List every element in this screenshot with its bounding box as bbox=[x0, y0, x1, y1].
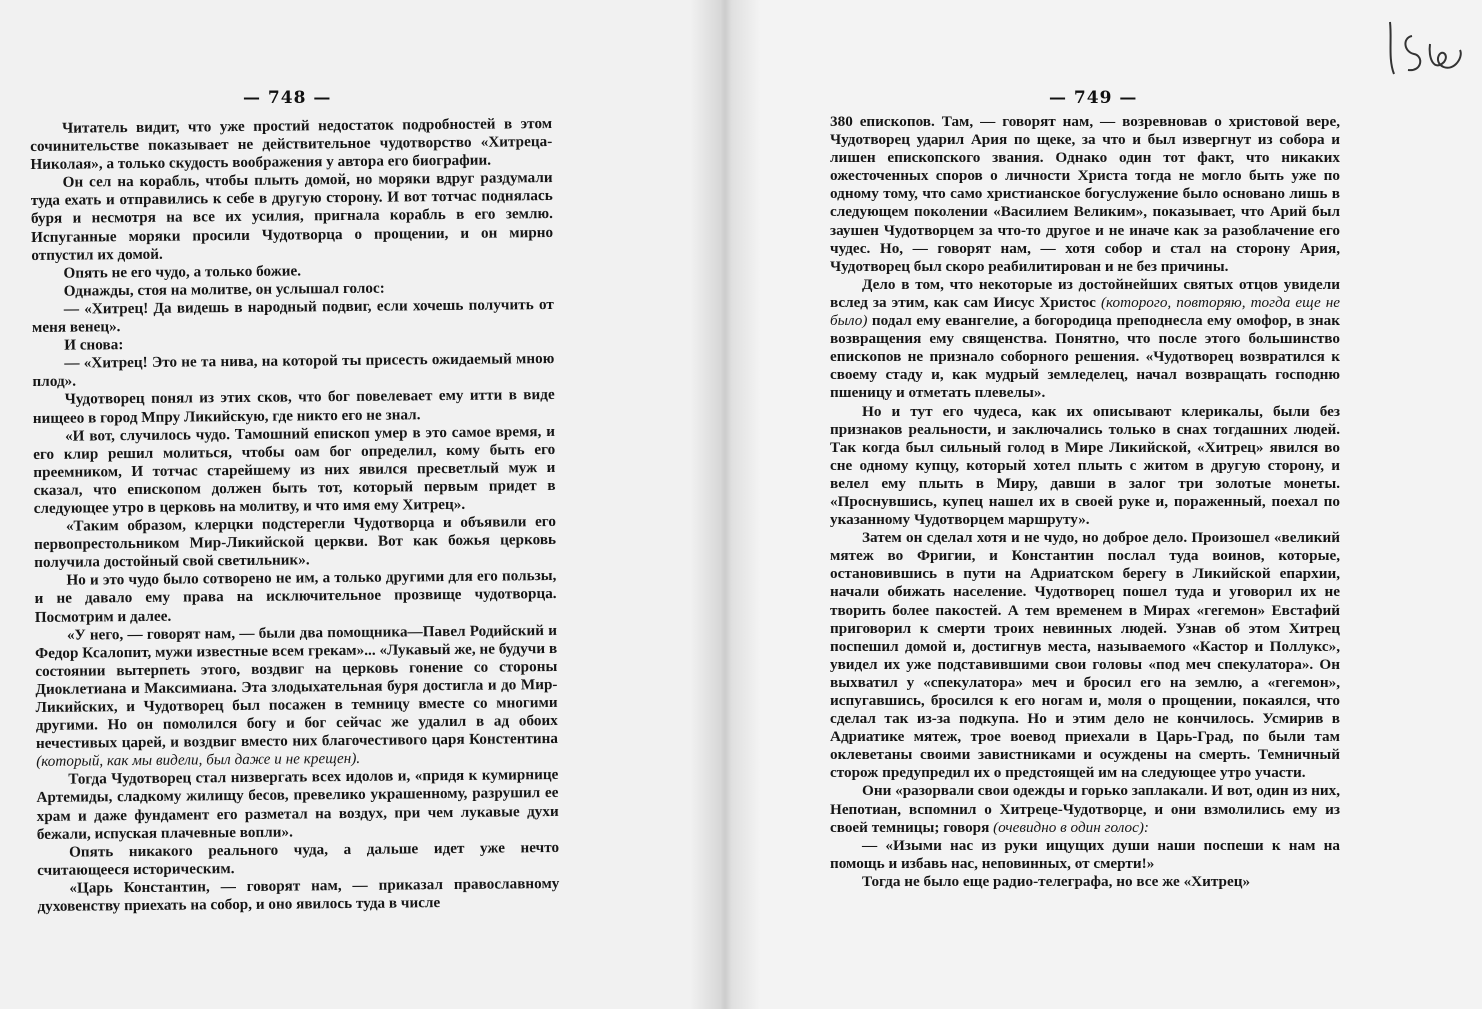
italic-remark: (который, как мы видели, был даже и не крещен). bbox=[36, 750, 361, 771]
paragraph: Но и тут его чудеса, как их описывают клерикалы, были без признаков реальности, и заключались только в снах тогдашних людей. Так когда был сильный голод в Мире Ликийской, «Хитрец» явился во сне одному купцу, который хотел плыть с житом в другую сторону, и велел ему плыть в Миру, давши в залог три золотые монеты. «Проснувшись, купец нашел их в своей руке и, пораженный, поехал по указанному Чудотворцем маршруту». bbox=[830, 402, 1340, 529]
paragraph: Но и это чудо было сотворено не им, а только другими для его пользы, и не давало ему права на исключительное прозвище чудотворца. Посмотрим и далее. bbox=[34, 567, 557, 626]
paragraph: И снова: bbox=[64, 336, 124, 354]
paragraph-text: Дело в том, что некоторые из достойнейших святых отцов увидели вслед за этим, как сам Иисус Христос bbox=[830, 275, 1340, 311]
paragraph-text: подал ему евангелие, а богородица преподнесла ему омофор, в знак возвращения ему священства. Понятно, что после этого большинство епископов не признало соборного решения. «Чудотворец возвратился к своему стаду и, как мудрый земледелец, начал возвращать господню пшеницу и отметать плевелы». bbox=[830, 312, 1340, 402]
paragraph: Читатель видит, что уже простий недостаток подробностей в этом сочинительстве показывает не действительное чудотворство «Хитреца-Николая», а только скудость воображения у автора его биографии. bbox=[30, 114, 553, 174]
paragraph: «Царь Константин, — говорят нам, — приказал православному духовенству приехать на собор, и оно явилось туда в числе bbox=[37, 874, 560, 915]
paragraph bbox=[830, 782, 1340, 836]
paragraph: Тогда не было еще радио-телеграфа, но все же «Хитрец» bbox=[862, 872, 1251, 890]
book-gutter bbox=[690, 0, 760, 1009]
paragraph: 380 епископов. Там, — говорят нам, — возревновав о христовой вере, Чудотворец ударил Ария по щеке, за что и был извергнут из собора и лишен епископского звания. Однако один тот факт, что никаких ожесточенных споров о личности Христа тогда не могло быть уже по одному тому, что само христианское богуслужение было основано лишь в следующем поколении «Василием Великим», показывает, что Арий был заушен Чудотворцем за что-то другое и не иначе как за разоблачение его чудес. Но, — говорят нам, — хотя собор и стал на сторону Ария, Чудотворец был скоро реабилитирован и не без причины. bbox=[830, 113, 1340, 275]
paragraph: Опять не его чудо, а только божие. bbox=[63, 262, 302, 282]
paragraph: — «Хитрец! Да видешь в народный подвиг, если хочешь получить от меня венец». bbox=[31, 295, 554, 337]
paragraph: «И вот, случилось чудо. Тамошний епископ умер в это самое время, и его клир решил молиться, чтобы оам бог определил, кому быть его преемником, И тотчас старейшему из них явился пресветлый муж и сказал, что епископом должен быть тот, который первым придет в следующее утро в церковь на молитву, и что имя ему Хитрец». bbox=[33, 422, 556, 517]
left-page-text bbox=[30, 115, 560, 916]
paragraph: Тогда Чудотворец стал низвергать всех идолов и, «придя к кумирнице Артемиды, сладкому жилищу бесов, превелико украшенному, разрушил ее храм и даже фундамент его разметал на воздух, при чем лукавые духи бежали, испуская плачевные вопли». bbox=[36, 766, 559, 843]
paragraph: Опять никакого реального чуда, а дальше идет уже нечто считающееся историческим. bbox=[37, 838, 560, 879]
paragraph-text: «У него, — говорят нам, — были два помощника—Павел Родийский и Федор Ксалопит, мужи известные всем грекам»... «Лукавый же, не будучи в состоянии вытерпеть этого, воздвиг на церковь гонение со стороны Диоклетиана и Максимиана. Эта злодыхательная буря достигла и до Мир-Ликийских, и Чудотворец был посажен в темницу вместе со многими другими. Но он помолился богу и бог сейчас же удалил в ад обоих нечестивых царей, и воздвиг вместо них благочестивого царя Констентина bbox=[35, 621, 559, 753]
left-page bbox=[0, 0, 720, 1009]
handwritten-mark-icon bbox=[1382, 14, 1467, 84]
paragraph: «Таким образом, клерцки подстерегли Чудотворца и объявили его первопрестольником Мир-Ликийской церкви. Вот как божья церковь получила достойный свой светильник». bbox=[33, 513, 557, 572]
paragraph bbox=[830, 276, 1340, 403]
paragraph: Затем он сделал хотя и не чудо, но доброе дело. Произошел «великий мятеж во Фригии, и Константин послал туда воинов, которые, остановившись в пути на Адриатском берегу в Ликийской епархии, начали обижать население. Чудотворец пошел туда и уговорил их не творить более пакостей. А тем временем в Мирах «гегемон» Евстафий приговорил к смерти троих невинных людей. Узнав об этом Хитрец поспешил домой и, достигнув места, называемого «Кастор и Поллукс», увидел их уже подставившими свои головы «под меч спекулатора». Он выхватил у «спекулатора» меч и бросил его на землю, а «гегемон», испугавшись, бросился к его ногам и, моля о прощении, покаялся, что сделал так из-за подкупа. Но и этим дело не кончилось. Усмирив в Адриатике мятеж, трое воевод приехали в Царь-Град, по были там оклеветаны своими завистниками и осуждены на смерть. Темничный сторож предупредил их о предстоящей им на следующее утро участи. bbox=[830, 529, 1340, 782]
paragraph: Он сел на корабль, чтобы плыть домой, но моряки вдруг раздумали туда ехать и отправились к себе в другую сторону. И вот тотчас поднялась буря и несмотря на все их усилия, пригнала корабль в его землю. Испуганные моряки просили Чудотворца о прощении, и он мирно отпустил их домой. bbox=[30, 169, 554, 264]
paragraph: Чудотворец понял из этих сков, что бог повелевает ему итти в виде нищеео в город Мпру Ликийскую, где никто его не знал. bbox=[32, 386, 555, 427]
paragraph-text: Они «разорвали свои одежды и горько заплакали. И вот, один из них, Непотиан, вспомнил о Хитреце-Чудотворце, и они взмолились ему из своей темницы; говоря bbox=[830, 782, 1340, 836]
italic-remark: (очевидно в один голос): bbox=[993, 818, 1149, 836]
right-page-text bbox=[830, 113, 1340, 891]
italic-remark: (которого, повторяю, тогда еще не было) bbox=[830, 293, 1341, 330]
paragraph: — «Хитрец! Это не та нива, на которой ты присесть ожидаемый мною плод». bbox=[32, 350, 555, 391]
right-page bbox=[720, 0, 1482, 1009]
paragraph: — «Изыми нас из руки ищущих души наши поспеши к нам на помощь и избавь нас, неповинных, от смерти!» bbox=[830, 836, 1340, 872]
paragraph: Однажды, стоя на молитве, он услышал голос: bbox=[63, 279, 385, 300]
page-number-right: — 749 — bbox=[1049, 88, 1138, 108]
paragraph bbox=[35, 622, 558, 772]
page-number-left: — 748 — bbox=[243, 88, 332, 108]
